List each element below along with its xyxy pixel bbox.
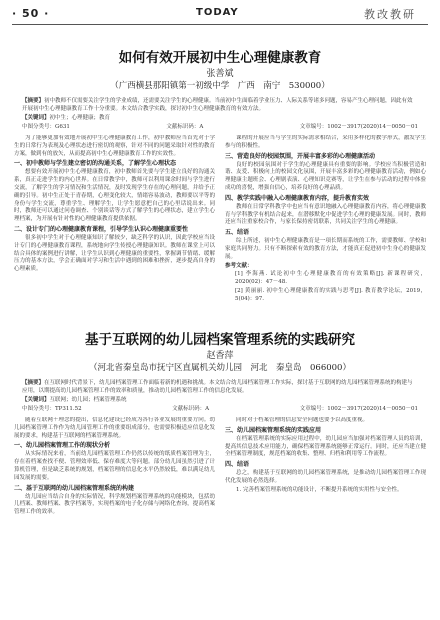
section-heading: 二、设计专门的心理健康教育课程，引导学生认识心理健康重要性 <box>14 225 189 233</box>
article-title: 如何有效开展初中生心理健康教育 <box>118 50 322 66</box>
article-keywords <box>22 396 418 404</box>
keywords-text: 互联网；幼儿园；档案管理系统 <box>49 397 127 403</box>
page-number: · 50 · <box>12 7 50 20</box>
reference-item: [2] 黄丽丽. 初中生心理健康教育的实践与思考[J]. 教育教学论坛，2019，5(04)：97. <box>235 287 426 302</box>
body-paragraph: 很多初中学生对于心理健康知识了解较少，缺乏科学的认识，因此学校应当设计专门的心理健康教育课程，系统地向学生传授心理健康知识。教师在课堂上可以结合具体的案例进行讲解，让学生认识到心理健康的重要性，掌握调节情绪、缓解压力的基本方法，学会正确面对学习和生活中遇到的困难和挫折，逐步提高自身的心理素质。 <box>14 234 215 273</box>
article-1 <box>10 50 430 330</box>
body-column-left <box>14 135 215 325</box>
classification-line <box>22 123 418 131</box>
body-paragraph: 在档案管理系统的实际应用过程中，幼儿园应当加强对档案管理人员的培训，提高其信息技术应用能力，确保档案管理系统能够正常运行。同时，还应当建立健全档案管理制度，规范档案的收集、整理、归档和利用等工作流程。 <box>225 435 426 458</box>
section-heading: 三、营造良好的校园氛围，开展丰富多彩的心理健康活动 <box>225 152 376 160</box>
body-paragraph: 良好的校园氛围对于学生的心理健康具有重要的影响。学校应当积极营造和谐、友爱、积极向上的校园文化氛围，开展丰富多彩的心理健康教育活动，例如心理健康主题班会、心理剧表演、心理知识竞赛等，让学生在参与活动的过程中体验成功的喜悦，增强自信心，培养良好的心理品质。 <box>225 161 426 191</box>
document-code: 文献标识码：A <box>172 406 210 412</box>
body-paragraph: 从实际情况来看，当前幼儿园档案管理工作仍然以传统的纸质档案管理为主，存在着档案查找不便、管理效率低、保存难度大等问题。部分幼儿园虽然引进了计算机管理，但是缺乏系统的规划，档案管理的信息化水平仍然较低，难以满足幼儿园发展的需要。 <box>14 451 215 481</box>
article-abstract <box>22 97 418 113</box>
article-title: 基于互联网的幼儿园档案管理系统的实践研究 <box>85 332 355 348</box>
body-column-left <box>14 417 215 607</box>
section-heading: 一、幼儿园档案管理工作的现状分析 <box>14 442 111 450</box>
body-column-right <box>225 417 426 607</box>
clc-number: 中图分类号：TP311.52 <box>22 406 82 412</box>
column-name: 教改教研 <box>364 8 416 21</box>
body-paragraph: 幼儿园应当结合自身的实际情况，科学规划档案管理系统的功能模块，包括幼儿档案、教师档案、教学档案等，实现档案的电子化存储与网络化查询，提高档案管理工作的效率。 <box>14 493 215 516</box>
body-paragraph: 总之，构建基于互联网的幼儿园档案管理系统，是推动幼儿园档案管理工作现代化发展的必然选择。 <box>225 470 426 484</box>
body-paragraph: 1. 完善档案管理系统的功能设计，不断提升系统的实用性与安全性。 <box>236 486 403 493</box>
abstract-text: 初中教师不仅需要关注学生的学业成绩，还需要关注学生的心理健康。当前初中生面临着学业压力、人际关系等诸多问题，容易产生心理问题，因此有效开展初中生心理健康教育工作十分重要。本文结合教学实践，探讨初中生心理健康教育的有效方法。 <box>22 98 413 112</box>
body-paragraph: 想要有效开展初中生心理健康教育，初中教师首先要与学生建立良好的沟通关系，真正走进学生的内心世界。在日常教学中，教师可以利用课余时间与学生进行交流，了解学生的学习情况和生活情况，及时发现学生存在的心理问题，并给予正确的引导。初中生正处于青春期，心理变化较大，情绪容易波动，教师要以平等的身份与学生交流，尊重学生、理解学生，让学生愿意把自己的心里话说出来。同时，教师还可以通过问卷调查、个别谈话等方式了解学生的心理状态，建立学生心理档案，为开展有针对性的心理健康教育提供依据。 <box>14 169 215 223</box>
article-author: 赵香萍 <box>206 351 234 361</box>
keywords-label: 【关键词】 <box>22 397 50 403</box>
header-rule <box>12 24 428 25</box>
references-heading: 参考文献： <box>225 262 253 269</box>
reference-item: [1] 李海燕. 试论初中生心理健康教育的有效策略[J]. 新课程研究，2020(02)：47－48. <box>235 271 426 286</box>
abstract-label: 【摘要】 <box>22 380 45 386</box>
section-heading: 四、教学实践中融入心理健康教育内容，提升教育实效 <box>225 194 370 202</box>
section-heading: 一、初中教师与学生建立密切的沟通关系，了解学生心理状态 <box>14 160 177 168</box>
article-affiliation: （广西横县那阳镇第一初级中学 广西 南宁 530000） <box>110 81 330 91</box>
page-header <box>0 0 440 28</box>
section-heading: 五、结语 <box>225 229 250 237</box>
body-paragraph: 随着互联网＋理念的提出，信息化建设已经成为各行各业发展的重要方向。幼儿园档案管理工作作为幼儿园管理工作的重要组成部分，也需要积极适应信息化发展的要求，构建基于互联网的档案管理系统。 <box>14 417 215 439</box>
article-author: 张善斌 <box>206 69 234 79</box>
body-paragraph: 综上所述，初中生心理健康教育是一项长期而系统的工作，需要教师、学校和家庭共同努力。只有不断探索有效的教育方法，才能真正促进初中生身心的健康发展。 <box>225 238 426 260</box>
body-paragraph: 为了能够更加有效地开展初中生心理健康教育工作，初中教师应当首先对于学生的日常行为表现及心理状态进行密切的观察，针对不同的问题采取针对性的教育方案，做到有的放矢，从而提高初中生心理健康教育工作的实效性。 <box>14 135 215 157</box>
section-heading: 三、幼儿园档案管理系统的实践应用 <box>225 426 322 434</box>
section-heading: 四、结语 <box>225 461 250 469</box>
article-keywords <box>22 114 418 122</box>
journal-name: TODAY <box>196 7 239 18</box>
article-abstract <box>22 379 418 395</box>
abstract-text: 在互联网时代背景下，幼儿园档案管理工作面临着新的机遇和挑战。本文结合幼儿园档案管理工作实际，探讨基于互联网的幼儿园档案管理系统的构建与应用，以期提高幼儿园档案管理工作的效率和质量，推动幼儿园档案管理工作的信息化发展。 <box>22 380 413 394</box>
article-2 <box>10 332 430 620</box>
document-code: 文献标识码：A <box>166 124 204 130</box>
keywords-text: 初中生；心理健康；教育 <box>49 115 111 121</box>
article-affiliation: （河北省秦皇岛市抚宁区直属机关幼儿园 河北 秦皇岛 066000） <box>89 363 351 373</box>
classification-line <box>22 405 418 413</box>
body-paragraph: 教师在日常学科教学中也应当有意识地融入心理健康教育内容，将心理健康教育与学科教学有机结合起来，在潜移默化中促进学生心理的健康发展。同时，教师还应当注重家校合作，与家长保持密切联系，共同关注学生的心理健康。 <box>225 203 426 226</box>
section-heading: 二、基于互联网的幼儿园档案管理系统的构建 <box>14 484 135 492</box>
body-column-right <box>225 135 426 325</box>
body-columns <box>14 135 426 325</box>
clc-number: 中图分类号：G631 <box>22 124 70 130</box>
keywords-label: 【关键词】 <box>22 115 50 121</box>
abstract-label: 【摘要】 <box>22 98 45 104</box>
body-columns <box>14 417 426 607</box>
body-paragraph: 课程的开展应当与学生的实际需求相结合，采用多样化的教学形式，激发学生参与的积极性。 <box>225 135 426 149</box>
article-number: 文章编号：1002－3917(2020)14－0050－01 <box>299 124 418 130</box>
article-number: 文章编号：1002－3917(2020)14－0050－01 <box>299 406 418 412</box>
body-paragraph: 同时对于档案管理的信息安全问题也要予以高度重视。 <box>236 417 369 423</box>
